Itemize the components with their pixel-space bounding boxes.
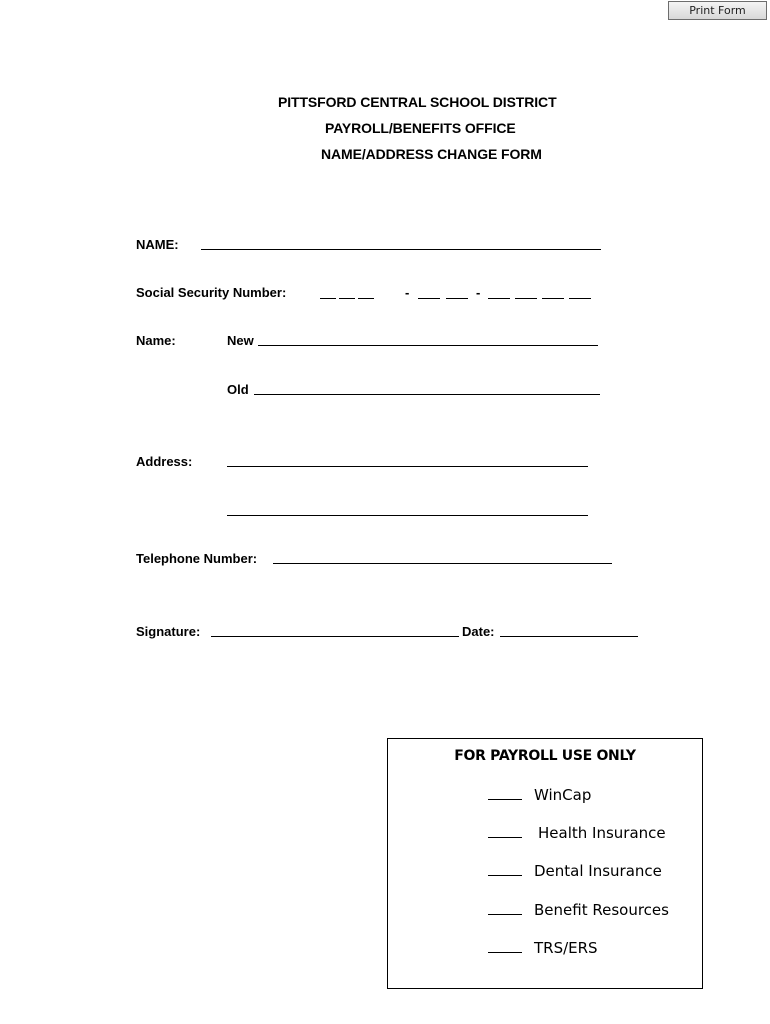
date-field[interactable] [500, 636, 638, 637]
ssn-separator: - [476, 285, 481, 300]
telephone-field[interactable] [273, 563, 612, 564]
date-label: Date: [462, 624, 495, 639]
payroll-item-benefit-resources [488, 900, 669, 919]
ssn-digit-field[interactable] [542, 298, 564, 299]
address-label: Address: [136, 454, 193, 469]
payroll-box-title: FOR PAYROLL USE ONLY [454, 748, 636, 764]
ssn-digit-field[interactable] [488, 298, 510, 299]
ssn-digit-field[interactable] [446, 298, 468, 299]
payroll-item-health-insurance [488, 823, 666, 842]
new-name-field[interactable] [258, 345, 598, 346]
ssn-digit-field[interactable] [569, 298, 591, 299]
district-title: PITTSFORD CENTRAL SCHOOL DISTRICT [278, 94, 557, 110]
address-line-2-field[interactable] [227, 515, 588, 516]
payroll-item-wincap [488, 785, 591, 804]
checkmark-blank[interactable] [488, 861, 522, 876]
payroll-item-label: Dental Insurance [534, 862, 662, 880]
ssn-label: Social Security Number: [136, 285, 287, 300]
payroll-use-box [387, 738, 703, 989]
payroll-item-label: WinCap [534, 786, 592, 804]
address-line-1-field[interactable] [227, 466, 588, 467]
payroll-item-label: Health Insurance [538, 824, 666, 842]
ssn-separator: - [405, 285, 410, 300]
name-field[interactable] [201, 249, 601, 250]
signature-field[interactable] [211, 636, 459, 637]
form-title: NAME/ADDRESS CHANGE FORM [321, 146, 542, 162]
signature-label: Signature: [136, 624, 201, 639]
payroll-item-trs-ers [488, 938, 598, 957]
ssn-digit-field[interactable] [320, 298, 336, 299]
name-change-label: Name: [136, 333, 176, 348]
ssn-digit-field[interactable] [515, 298, 537, 299]
checkmark-blank[interactable] [488, 823, 522, 838]
checkmark-blank[interactable] [488, 785, 522, 800]
new-name-label: New [227, 333, 254, 348]
old-name-label: Old [227, 382, 249, 397]
name-label: NAME: [136, 237, 179, 252]
office-title: PAYROLL/BENEFITS OFFICE [325, 120, 516, 136]
checkmark-blank[interactable] [488, 938, 522, 953]
ssn-digit-field[interactable] [339, 298, 355, 299]
ssn-digit-field[interactable] [418, 298, 440, 299]
checkmark-blank[interactable] [488, 900, 522, 915]
payroll-item-label: TRS/ERS [534, 939, 598, 957]
old-name-field[interactable] [254, 394, 600, 395]
print-form-button[interactable]: Print Form [668, 1, 767, 20]
payroll-item-label: Benefit Resources [534, 901, 669, 919]
payroll-item-dental-insurance [488, 861, 662, 880]
ssn-digit-field[interactable] [358, 298, 374, 299]
telephone-label: Telephone Number: [136, 551, 258, 566]
